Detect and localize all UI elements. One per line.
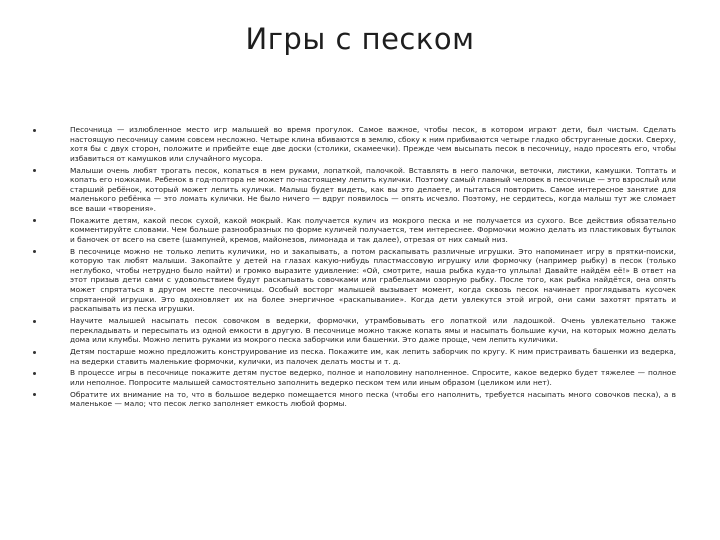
bullet-icon <box>33 129 36 132</box>
bullet-item-hide-toys <box>70 247 676 314</box>
bullet-item-pour-sand <box>70 316 676 345</box>
bullet-icon <box>33 169 36 172</box>
bullet-item-construction <box>70 347 676 366</box>
bullet-icon <box>33 320 36 323</box>
bullet-text: В песочнице можно не только лепить куличики, но и закапывать, а потом раскапывать различные игрушки. Это напоминает игру в прятки-поиски, которую так любят малыши. Закопайте у детей на глазах какую-нибудь пластмассовую игрушку или формочку (например рыбку) в песок (только неглубоко, чтобы нетрудно было найти) и громко выразите удивление: «Ой, смотрите, наша рыбка куда-то уплыла! Давайте найдём её!» В ответ на этот призыв дети сами с удовольствием будут раскапывать совочками или грабельками озорную рыбку. После того, как рыбка найдётся, она опять может спрятаться в другом месте песочницы. Особый восторг малышей вызывает момент, когда сквозь песок начинает проглядывать кусочек спрятанной игрушки. Это вдохновляет их на более энергичное «раскапывание». Когда дети увлекутся этой игрой, они сами захотят прятать и раскапывать из песка игрушки. <box>70 246 676 314</box>
bullet-text: Научите малышей насыпать песок совочком в ведерки, формочки, утрамбовывать его лопаткой или ладошкой. Очень увлекательно также перекладывать и пересыпать из одной емкости в другую. В песочнице можно также копать ямы и насыпать большие кучи, на которых можно делать дома или клумбы. Можно лепить руками из мокрого песка заборчики или башенки. Это даже проще, чем лепить куличики. <box>70 316 676 345</box>
bullet-item-volume <box>70 390 676 409</box>
bullet-item-bucket-weight <box>70 368 676 387</box>
bullet-icon <box>33 351 36 354</box>
bullet-text: Малыши очень любят трогать песок, копаться в нем руками, лопаткой, палочкой. Вставлять в него палочки, веточки, листики, камушки. Топтать и копать его ножками. Ребенок в год-полтора не может по-настоящему лепить кулички. Поэтому самый главный человек в песочнице — это взрослый или старший ребёнок, который может лепить кулички. Малыш будет видеть, как вы это делаете, и пытаться повторить. Самое интересное занятие для маленького ребёнка — это ломать кулички. Не было ничего — вдруг появилось — опять исчезло. Поэтому, не сердитесь, когда малыш тут же сломает все ваши «творения». <box>70 165 676 213</box>
bullet-item-sandbox <box>70 125 676 163</box>
slide-title: Игры с песком <box>245 22 475 56</box>
bullet-text: Детям постарше можно предложить конструирование из песка. Покажите им, как лепить заборчик по кругу. К ним пристраивать башенки из ведерка, на ведерки ставить маленькие формочки, кулички, из палочек делать мосты и т. д. <box>70 347 676 366</box>
bullet-text: Обратите их внимание на то, что в большое ведерко помещается много песка (чтобы его наполнить, требуется насыпать много совочков песка), а в маленькое — мало; что песок легко заполняет емкость любой формы. <box>70 389 676 409</box>
bullet-text: Песочница — излюбленное место игр малышей во время прогулок. Самое важное, чтобы песок, в котором играют дети, был чистым. Сделать настоящую песочницу самим совсем несложно. Четыре клина вбиваются в землю, сбоку к ним прибиваются четыре гладко обструганные доски. Сверху, хотя бы с двух сторон, положите и прибейте еще две доски (столики, скамеечки). Прежде чем высыпать песок в песочницу, надо просеять его, чтобы избавиться от камушков или случайного мусора. <box>70 125 676 163</box>
bullet-text: Покажите детям, какой песок сухой, какой мокрый. Как получается кулич из мокрого песка и не получается из сухого. Все действия обязательно комментируйте словами. Чем больше разнообразных по форме куличей получается, тем интереснее. Формочки можно делать из пластиковых бутылок и баночек от всего на свете (шампуней, кремов, майонезов, лимонада и так далее), отрезая от них самый низ. <box>70 215 676 244</box>
bullet-icon <box>33 219 36 222</box>
bullet-icon <box>33 250 36 253</box>
bullet-icon <box>33 393 36 396</box>
bullet-list <box>70 125 676 411</box>
bullet-text: В процессе игры в песочнице покажите детям пустое ведерко, полное и наполовину наполненное. Спросите, какое ведерко будет тяжелее — полное или неполное. Попросите малышей самостоятельно заполнить ведерко песком тем или иным образом (целиком или нет). <box>70 368 676 387</box>
bullet-item-dry-wet <box>70 216 676 245</box>
bullet-item-touch-sand <box>70 166 676 214</box>
bullet-icon <box>33 372 36 375</box>
